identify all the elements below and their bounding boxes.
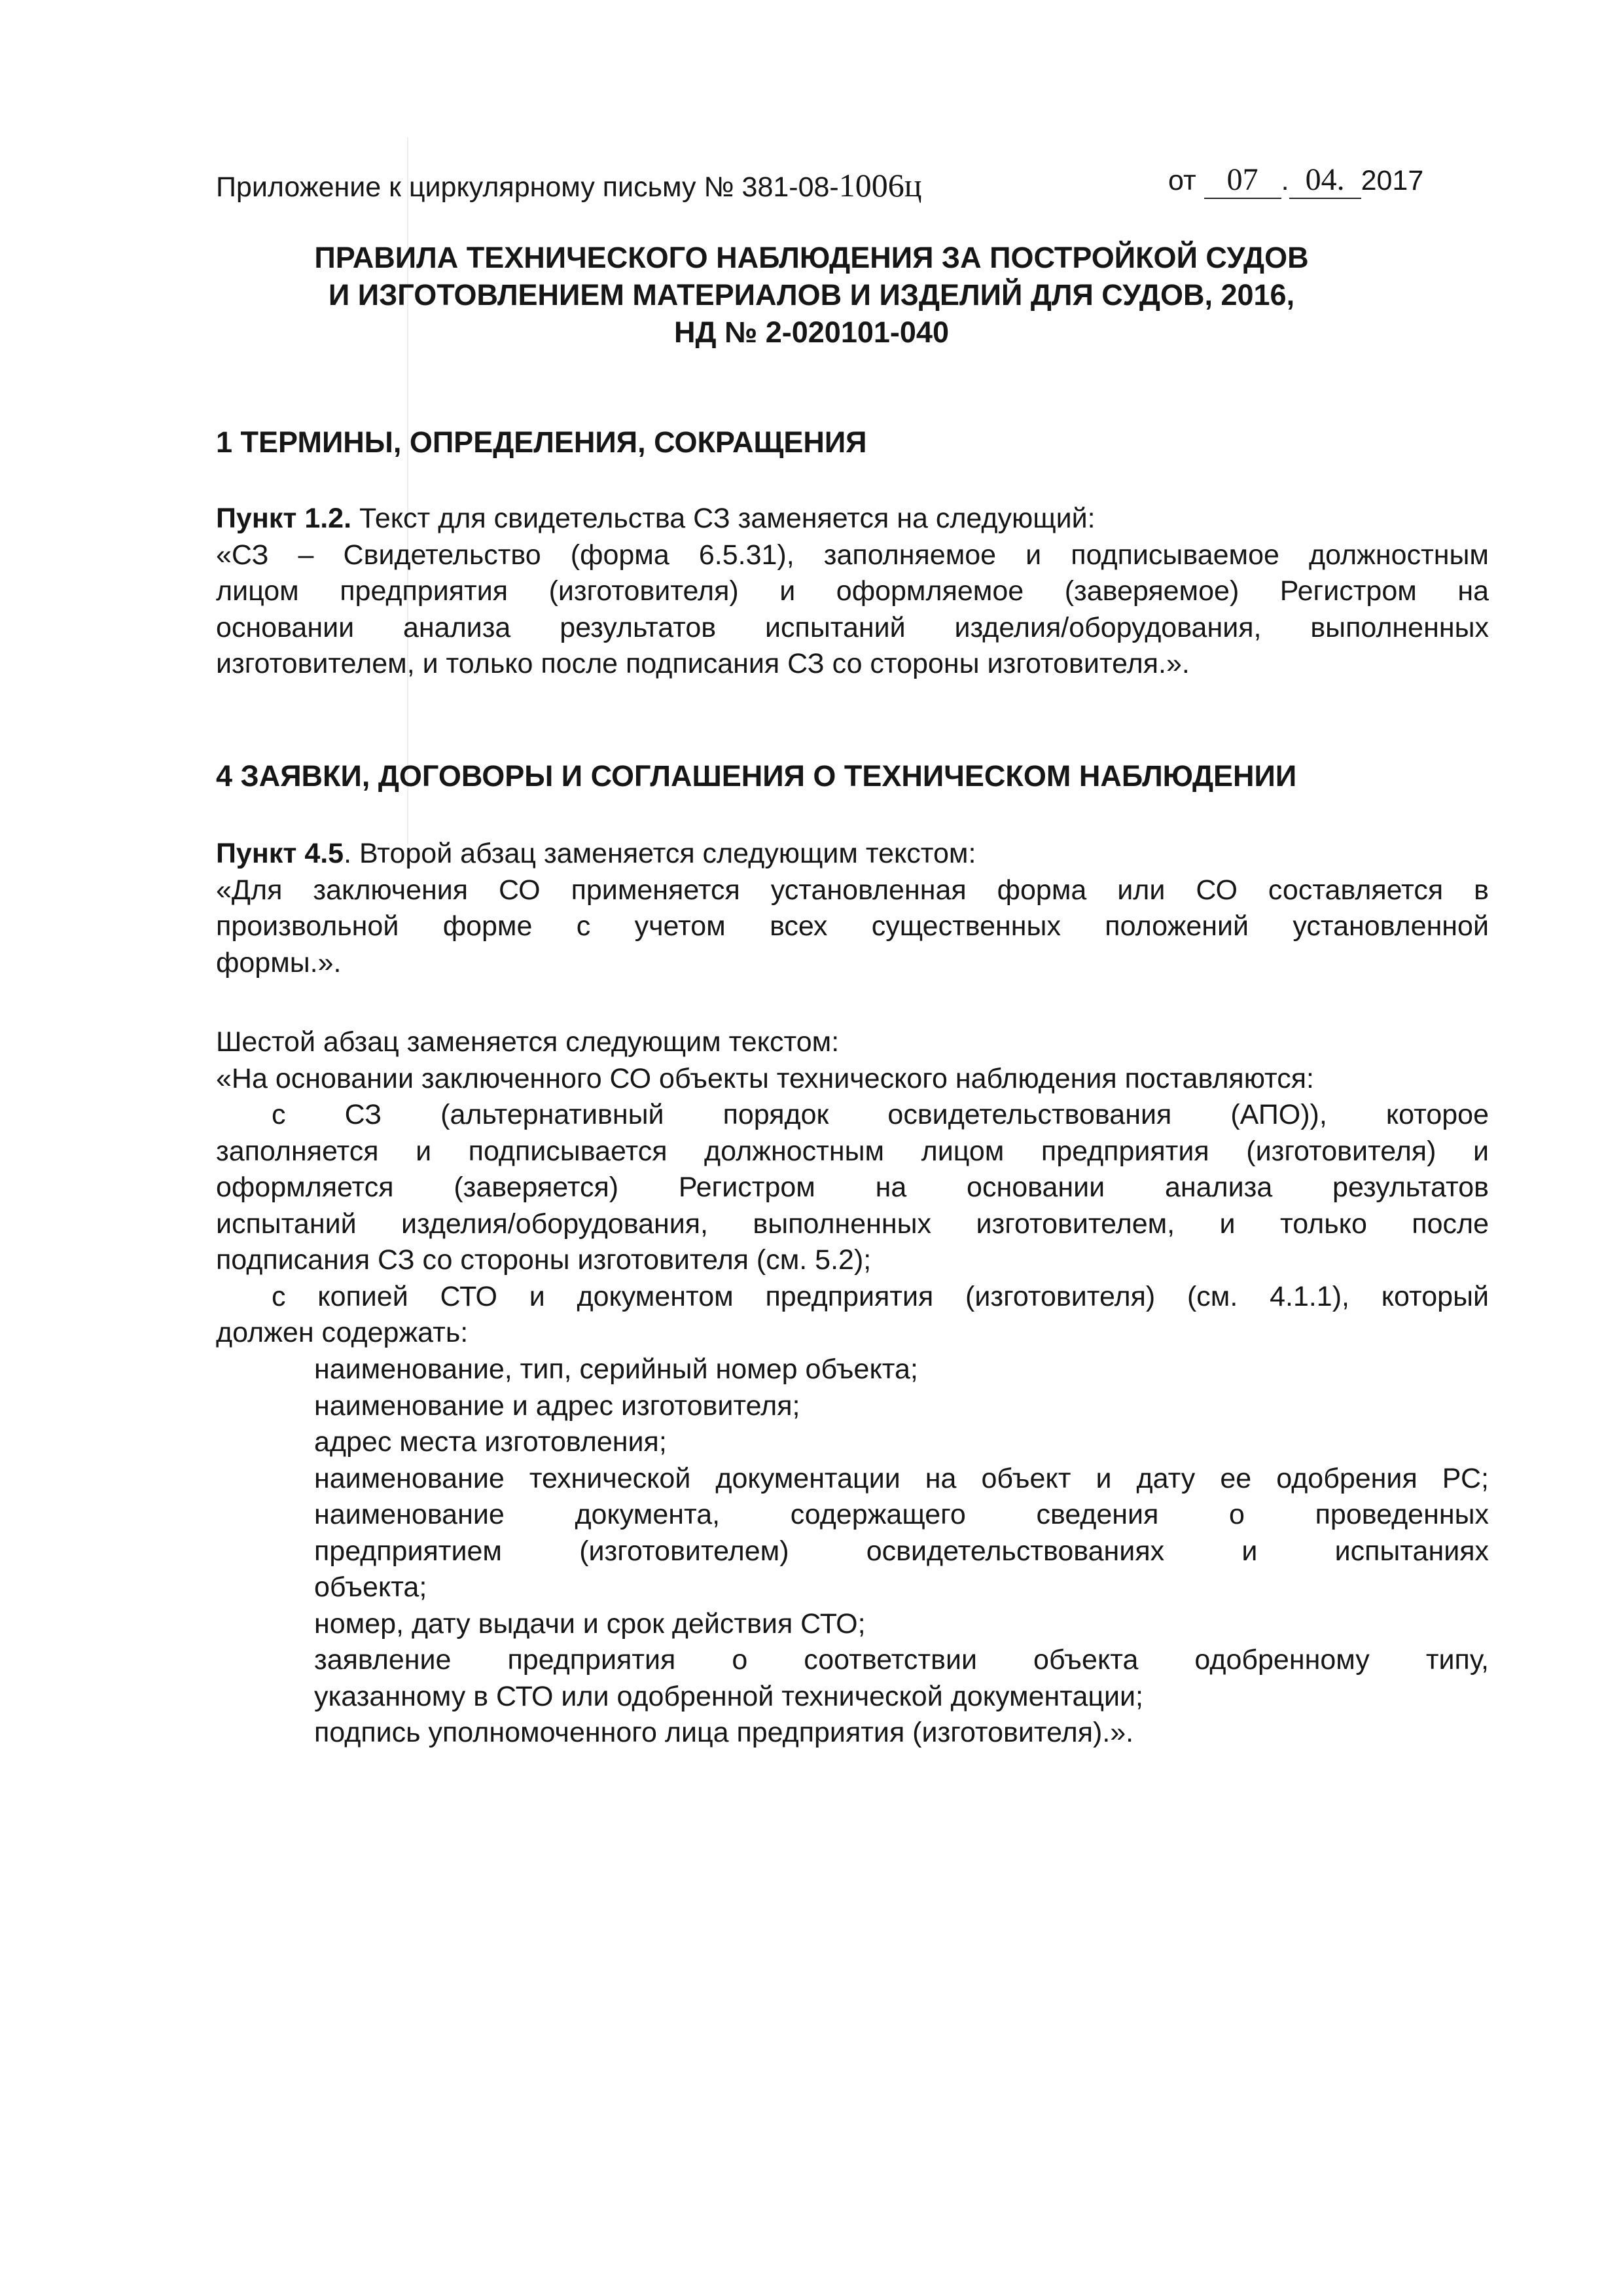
list-item: наименование, тип, серийный номер объекта;: [314, 1354, 918, 1385]
list-item: номер, дату выдачи и срок действия СТО;: [314, 1607, 866, 1640]
text-line: произвольной форме с учетом всех существенных положений установленной: [216, 910, 1489, 942]
title-line: И ИЗГОТОВЛЕНИЕМ МАТЕРИАЛОВ И ИЗДЕЛИЙ ДЛЯ СУДОВ, 2016,: [328, 278, 1295, 312]
text-line: должен содержать:: [216, 1317, 469, 1348]
date-month: 04.: [1289, 162, 1361, 199]
item-label: Пункт 1.2.: [216, 503, 352, 534]
text-line: с копией СТО и документом предприятия (изготовителя) (см. 4.1.1), который: [272, 1280, 1489, 1312]
item-text: . Второй абзац заменяется следующим текстом:: [344, 838, 976, 869]
text-line: Шестой абзац заменяется следующим текстом:: [216, 1026, 840, 1058]
text-line: основании анализа результатов испытаний изделия/оборудования, выполненных: [216, 611, 1489, 643]
document-header: [216, 162, 1446, 208]
text-line: лицом предприятия (изготовителя) и оформляемое (заверяемое) Регистром на: [216, 575, 1489, 607]
date-day: 07: [1204, 162, 1281, 199]
title-line: ПРАВИЛА ТЕХНИЧЕСКОГО НАБЛЮДЕНИЯ ЗА ПОСТРОЙКОЙ СУДОВ: [314, 241, 1309, 274]
date-prefix: от: [1168, 165, 1196, 196]
text-line: «Для заключения СО применяется установленная форма или СО составляется в: [216, 874, 1489, 906]
section-1-heading: 1 ТЕРМИНЫ, ОПРЕДЕЛЕНИЯ, СОКРАЩЕНИЯ: [216, 425, 867, 459]
text-line: формы.».: [216, 946, 342, 978]
item-label: Пункт 4.5: [216, 838, 344, 869]
text-line: оформляется (заверяется) Регистром на основании анализа результатов: [216, 1172, 1489, 1203]
list-item: указанному в СТО или одобренной технической документации;: [314, 1680, 1143, 1712]
document-title: [0, 239, 1623, 351]
list-item: объекта;: [314, 1571, 427, 1603]
list-item: адрес места изготовления;: [314, 1426, 667, 1458]
list-item: заявление предприятия о соответствии объекта одобренному типу,: [314, 1644, 1489, 1676]
document-date: [1168, 162, 1423, 199]
section-4-paragraph-1: [216, 836, 1489, 981]
appendix-reference: [216, 166, 922, 204]
item-intro-line: [216, 501, 1489, 537]
date-year: 2017: [1361, 165, 1424, 196]
section-4-paragraph-2: [216, 1024, 1489, 1352]
text-line: заполняется и подписывается должностным лицом предприятия (изготовителя) и: [216, 1135, 1489, 1167]
list-item: подпись уполномоченного лица предприятия (изготовителя).».: [314, 1717, 1134, 1748]
text-line: испытаний изделия/оборудования, выполненных изготовителем, и только после: [216, 1208, 1489, 1240]
section-4-heading: 4 ЗАЯВКИ, ДОГОВОРЫ И СОГЛАШЕНИЯ О ТЕХНИЧЕСКОМ НАБЛЮДЕНИИ: [216, 759, 1297, 793]
text-line: подписания СЗ со стороны изготовителя (см. 5.2);: [216, 1244, 872, 1276]
text-line: «На основании заключенного СО объекты технического наблюдения поставляются:: [216, 1062, 1314, 1094]
item-intro-line: [216, 836, 1489, 872]
title-line: НД № 2-020101-040: [674, 315, 949, 349]
text-line: с СЗ (альтернативный порядок освидетельствования (АПО)), которое: [272, 1099, 1489, 1130]
list-item: предприятием (изготовителем) освидетельствованиях и испытаниях: [314, 1535, 1489, 1567]
list-item: наименование и адрес изготовителя;: [314, 1390, 800, 1422]
list-item: наименование технической документации на объект и дату ее одобрения РС;: [314, 1462, 1489, 1494]
list-item: наименование документа, содержащего сведения о проведенных: [314, 1499, 1489, 1530]
date-separator: .: [1281, 165, 1289, 196]
text-line: «СЗ – Свидетельство (форма 6.5.31), заполняемое и подписываемое должностным: [216, 539, 1489, 571]
appendix-text: Приложение к циркулярному письму № 381-08-: [216, 171, 839, 203]
text-line: изготовителем, и только после подписания СЗ со стороны изготовителя.».: [216, 648, 1190, 679]
item-text: Текст для свидетельства СЗ заменяется на следующий:: [351, 503, 1096, 534]
required-contents-list: [314, 1352, 1489, 1751]
section-1-paragraph: [216, 501, 1489, 683]
handwritten-letter-number: 1006ц: [838, 167, 922, 204]
